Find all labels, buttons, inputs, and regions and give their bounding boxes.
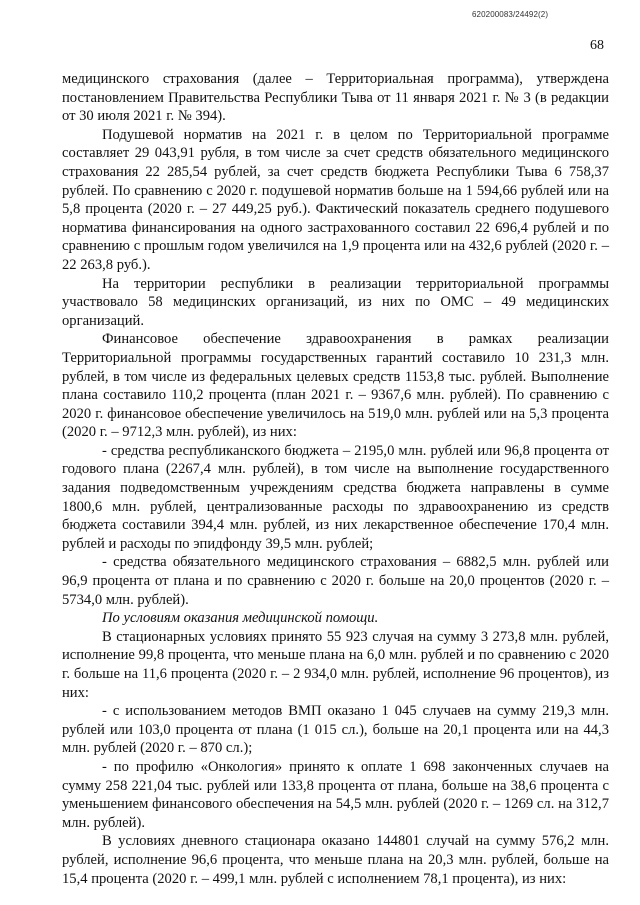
paragraph-financial-support: Финансовое обеспечение здравоохранения в рамках реализации Территориальной программы государственных гарантий составило 10 231,3 млн. рублей, в том числе из федеральных целевых средств 1153,8 тыс. рублей. Выполнение плана составило 110,2 процента (план 2021 г. – 9367,6 млн. рублей). По сравнению с 2020 г. финансовое обеспечение увеличилось на 519,0 млн. рублей или на 5,3 процента (2020 г. – 9712,3 млн. рублей), из них: [62, 331, 609, 441]
list-item-oms-funds: - средства обязательного медицинского страхования – 6882,5 млн. рублей или 96,9 процента от плана и по сравнению с 2020 г. больше на 20,0 процентов (2020 г. – 5734,0 млн. рублей). [62, 554, 609, 608]
paragraph-medical-organizations: На территории республики в реализации территориальной программы участвовало 58 медицинских организаций, из них по ОМС – 49 медицинских организаций. [62, 275, 609, 329]
paragraph-per-capita-norm: Подушевой норматив на 2021 г. в целом по Территориальной программе составляет 29 043,91 рубля, в том числе за счет средств обязательного медицинского страхования 22 285,54 рублей, за счет средств бюджета Республики Тыва 6 758,37 рублей. По сравнению с 2020 г. подушевой норматив больше на 1 594,66 рублей или на 5,8 процента (2020 г. – 27 449,25 руб.). Фактический показатель среднего подушевого норматива финансирования на одного застрахованного составил 22 696,4 рублей и по сравнению с прошлым годом увеличился на 1,9 процента или на 432,6 рублей (2020 г. – 22 263,8 руб.). [62, 126, 609, 273]
section-heading-care-conditions: По условиям оказания медицинской помощи. [102, 610, 379, 627]
list-item-oncology: - по профилю «Онкология» принято к оплате 1 698 законченных случаев на сумму 258 221,04 тыс. рублей или 133,8 процента от плана, больше на 38,6 процента с уменьшением финансового обеспечения на 54,5 млн. рублей (2020 г. – 1269 сл. на 312,7 млн. рублей). [62, 758, 609, 831]
paragraph-day-hospital: В условиях дневного стационара оказано 144801 случай на сумму 576,2 млн. рублей, исполнение 96,6 процента, что меньше плана на 20,3 млн. рублей, больше на 15,4 процента (2020 г. – 499,1 млн. рублей с исполнением 78,1 процента), из них: [62, 833, 609, 887]
page-number: 68 [590, 38, 604, 53]
list-item-vmp: - с использованием методов ВМП оказано 1 045 случаев на сумму 219,3 млн. рублей или 103,0 процента от плана (1 015 сл.), больше на 20,1 процента или на 44,3 млн. рублей (2020 г. – 870 сл.); [62, 703, 609, 757]
list-item-republican-budget: - средства республиканского бюджета – 2195,0 млн. рублей или 96,8 процента от годового плана (2267,4 млн. рублей), в том числе на выполнение государственного задания подведомственным учреждениям средства бюджета направлены в сумме 1800,6 млн. рублей, централизованные расходы по здравоохранению из средств бюджета составили 394,4 млн. рублей, из них лекарственное обеспечение 170,4 млн. рублей и расходы по эпидфонду 39,5 млн. рублей; [62, 442, 609, 552]
document-id: 620200083/24492(2) [472, 10, 549, 19]
document-body [62, 70, 609, 888]
paragraph-inpatient: В стационарных условиях принято 55 923 случая на сумму 3 273,8 млн. рублей, исполнение 99,8 процента, что меньше плана на 6,0 млн. рублей и по сравнению с 2020 г. больше на 11,6 процента (2020 г. – 2 934,0 млн. рублей, исполнение 96 процентов), из них: [62, 628, 609, 701]
paragraph-continuation: медицинского страхования (далее – Территориальная программа), утверждена постановлением Правительства Республики Тыва от 11 января 2021 г. № 3 (в редакции от 30 июля 2021 г. № 394). [62, 71, 609, 125]
